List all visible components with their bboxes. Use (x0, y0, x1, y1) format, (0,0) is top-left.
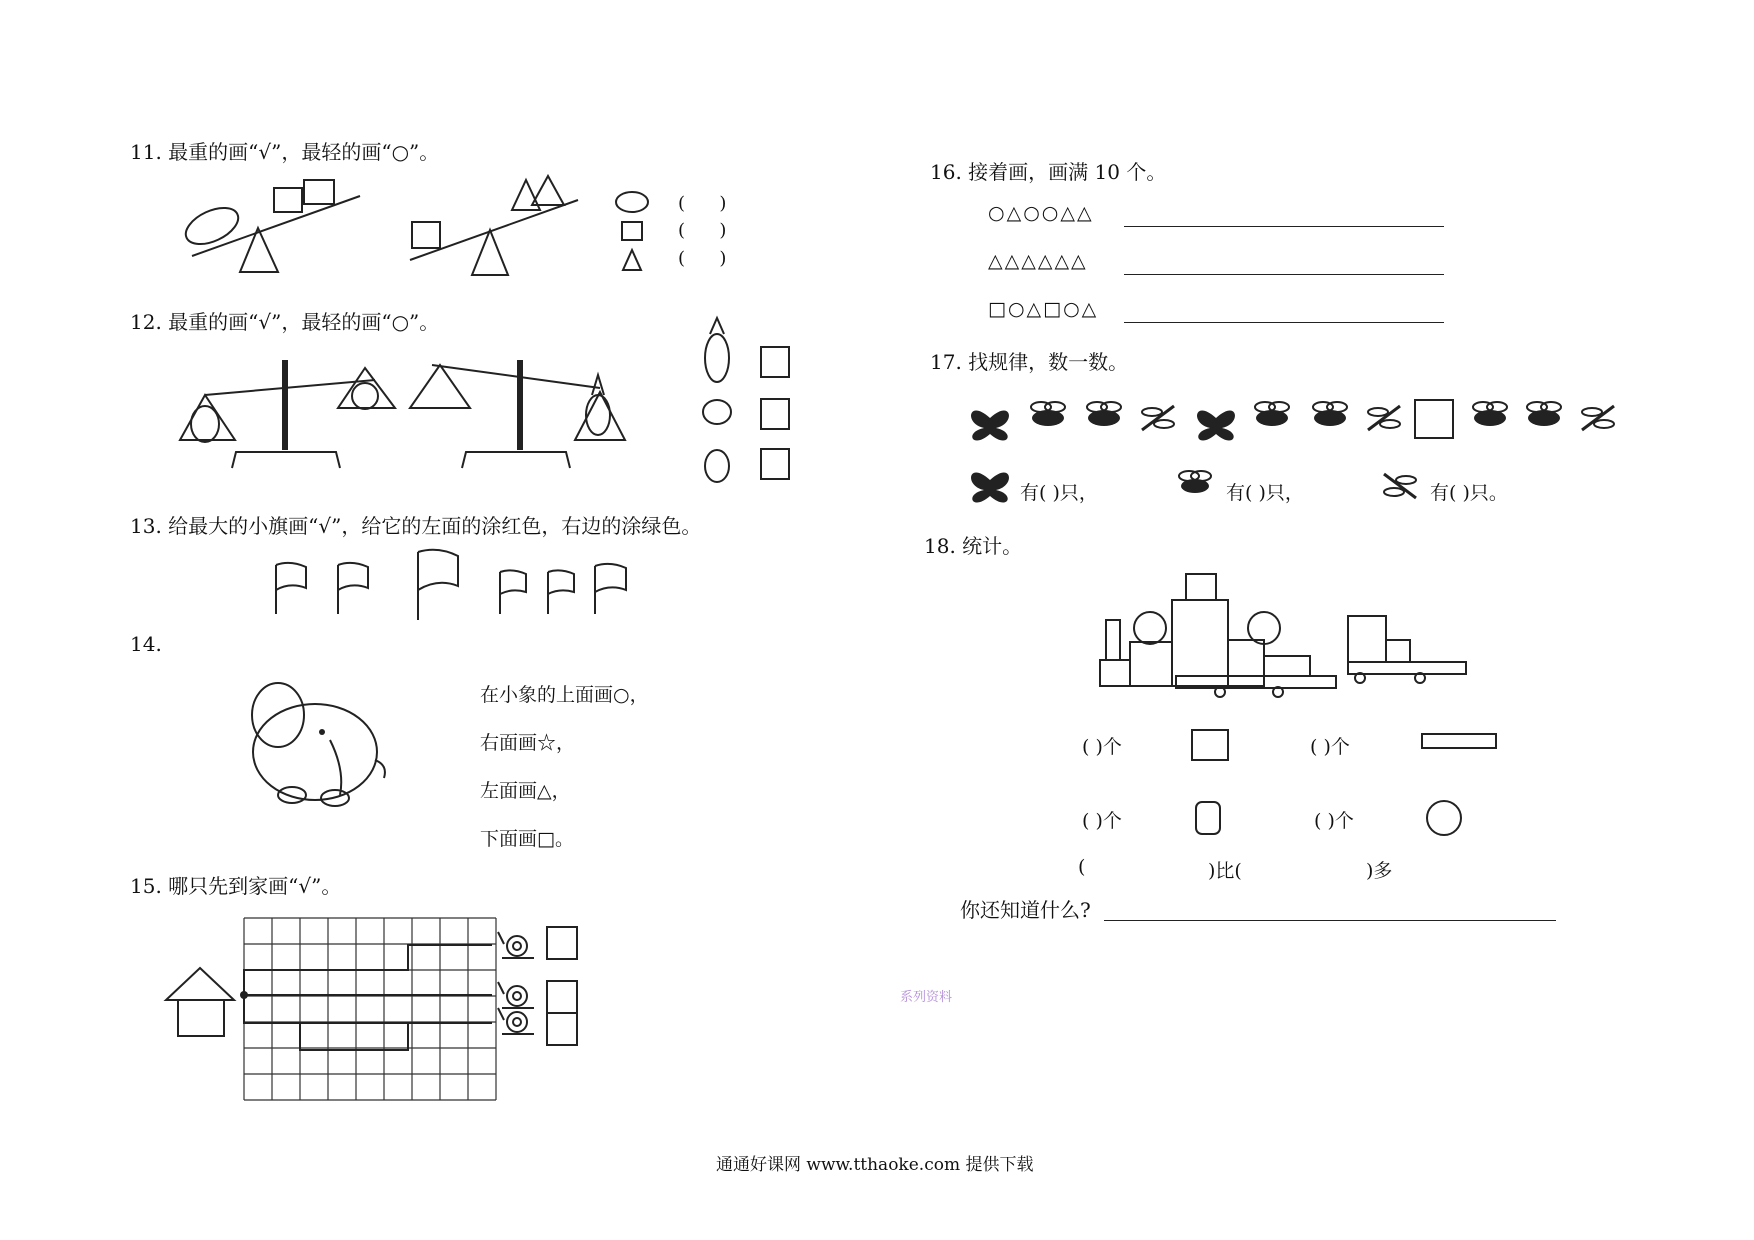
q18-count-sphere[interactable]: ( )个 (1314, 810, 1354, 832)
q12-title: 12. 最重的画“√”，最轻的画“○”。 (130, 310, 440, 334)
q16-title: 16. 接着画，画满 10 个。 (930, 160, 1167, 184)
q18-count-cylinder[interactable]: ( )个 (1082, 810, 1122, 832)
q18-count-cube[interactable]: ( )个 (1082, 736, 1122, 758)
q16-row-1: ○△○○△△ (988, 202, 1094, 224)
q14-instruction-1: 在小象的上面画○， (480, 684, 649, 706)
q11-paren-3[interactable]: ( ) (678, 248, 727, 269)
q17-count-dragonfly[interactable]: 有( )只。 (1430, 482, 1508, 504)
q14-title: 14. (130, 632, 162, 656)
cuboid-icon (1422, 734, 1496, 748)
q18-know-more-label: 你还知道什么? (960, 898, 1091, 922)
q17-count-bee[interactable]: 有( )只， (1226, 482, 1304, 504)
cube-icon (1192, 730, 1228, 760)
q17-title: 17. 找规律，数一数。 (930, 350, 1129, 374)
q14-instruction-3: 左面画△， (480, 780, 571, 802)
q13-title: 13. 给最大的小旗画“√”，给它的左面的涂红色，右边的涂绿色。 (130, 514, 702, 538)
q14-instruction-4: 下面画□。 (480, 828, 574, 850)
q11-paren-2[interactable]: ( ) (678, 220, 727, 241)
q11-paren-1[interactable]: ( ) (678, 193, 727, 214)
q17-count-butterfly[interactable]: 有( )只， (1020, 482, 1098, 504)
q18-count-cuboid[interactable]: ( )个 (1310, 736, 1350, 758)
footer-text: 通通好课网 www.tthaoke.com 提供下载 (716, 1155, 1034, 1175)
q18-compare-close[interactable]: )多 (1366, 860, 1393, 882)
q18-title: 18. 统计。 (924, 534, 1023, 558)
q16-row-3: □○△□○△ (988, 298, 1099, 320)
cylinder-icon (1196, 802, 1220, 834)
q15-title: 15. 哪只先到家画“√”。 (130, 874, 342, 898)
q18-know-more-line[interactable] (1104, 920, 1556, 921)
q16-row-2: △△△△△△ (988, 250, 1088, 272)
q14-instruction-2: 右面画☆， (480, 732, 576, 754)
q11-title: 11. 最重的画“√”，最轻的画“○”。 (130, 140, 440, 164)
watermark-text: 系列资料 (900, 990, 953, 1005)
q18-compare-open: ( (1078, 856, 1086, 878)
sphere-icon (1427, 801, 1461, 835)
q18-compare-mid[interactable]: )比( (1208, 860, 1242, 882)
